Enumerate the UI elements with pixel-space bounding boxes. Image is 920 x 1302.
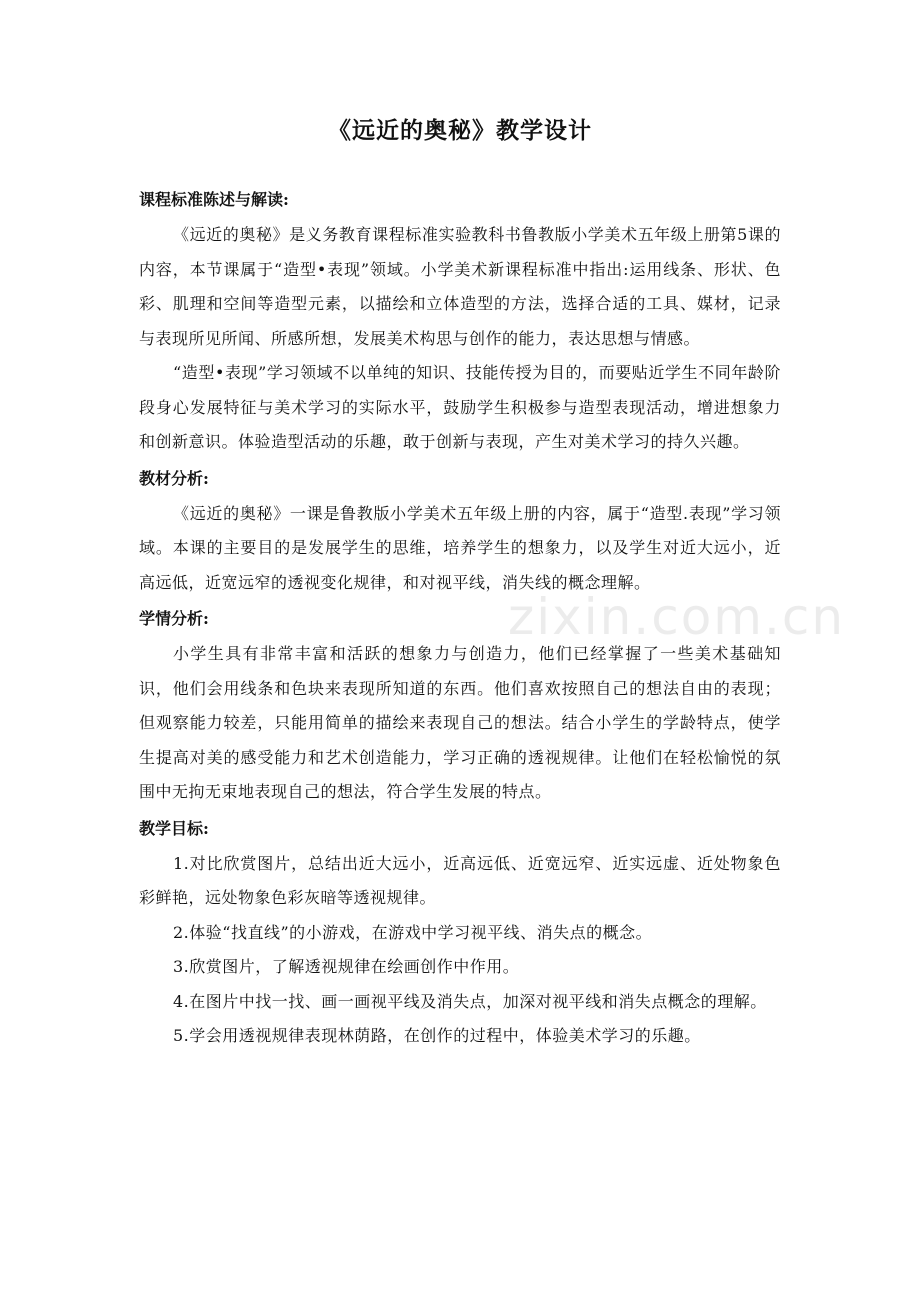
goal-item: 4.在图片中找一找、画一画视平线及消失点，加深对视平线和消失点概念的理解。 bbox=[173, 991, 767, 1011]
paragraph: “造型•表现”学习领域不以单纯的知识、技能传授为目的，而要贴近学生不同年龄阶段身心发展特征与美术学习的实际水平，鼓励学生积极参与造型表现活动，增进想象力和创新意识。体验造型活动的乐趣，敢于创新与表现，产生对美术学习的持久兴趣。 bbox=[139, 363, 781, 451]
document-body bbox=[139, 181, 781, 1054]
goal-item: 3.欣赏图片，了解透视规律在绘画创作中作用。 bbox=[173, 957, 520, 976]
section-heading: 学情分析: bbox=[139, 609, 209, 628]
section-curriculum-standard bbox=[139, 181, 781, 460]
section-heading: 课程标准陈述与解读: bbox=[139, 190, 289, 209]
goal-item: 2.体验“找直线”的小游戏，在游戏中学习视平线、消失点的概念。 bbox=[173, 922, 653, 942]
goal-item: 5.学会用透视规律表现林荫路，在创作的过程中，体验美术学习的乐趣。 bbox=[173, 1026, 701, 1045]
section-teaching-goals bbox=[139, 810, 781, 1054]
section-heading: 教材分析: bbox=[139, 468, 209, 488]
paragraph: 《远近的奥秘》是义务教育课程标准实验教科书鲁教版小学美术五年级上册第5课的内容，本节课属于“造型•表现”领域。小学美术新课程标准中指出:运用线条、形状、色彩、肌理和空间等造型元素，以描绘和立体造型的方法，选择合适的工具、媒材，记录与表现所见所闻、所感所想，发展美术构思与创作的能力，表达思想与情感。 bbox=[139, 225, 781, 348]
document-title: 《远近的奥秘》教学设计 bbox=[328, 117, 592, 144]
goal-item: 1.对比欣赏图片，总结出近大远小，近高远低、近宽远窄、近实远虚、近处物象色彩鲜艳，远处物象色彩灰暗等透视规律。 bbox=[139, 853, 781, 907]
watermark: zixin.com.cn bbox=[508, 588, 846, 646]
section-textbook-analysis bbox=[139, 460, 781, 601]
paragraph: 小学生具有非常丰富和活跃的想象力与创造力，他们已经掌握了一些美术基础知识，他们会用线条和色块来表现所知道的东西。他们喜欢按照自己的想法自由的表现；但观察能力较差，只能用简单的描绘来表现自己的想法。结合小学生的学龄特点，使学生提高对美的感受能力和艺术创造能力，学习正确的透视规律。让他们在轻松愉悦的氛围中无拘无束地表现自己的想法，符合学生发展的特点。 bbox=[139, 644, 781, 801]
section-student-analysis bbox=[139, 600, 781, 810]
paragraph: 《远近的奥秘》一课是鲁教版小学美术五年级上册的内容，属于“造型.表现”学习领域。本课的主要目的是发展学生的思维，培养学生的想象力，以及学生对近大远小，近高远低，近宽远窄的透视变化规律，和对视平线，消失线的概念理解。 bbox=[139, 503, 781, 592]
section-heading: 教学目标: bbox=[139, 818, 209, 838]
